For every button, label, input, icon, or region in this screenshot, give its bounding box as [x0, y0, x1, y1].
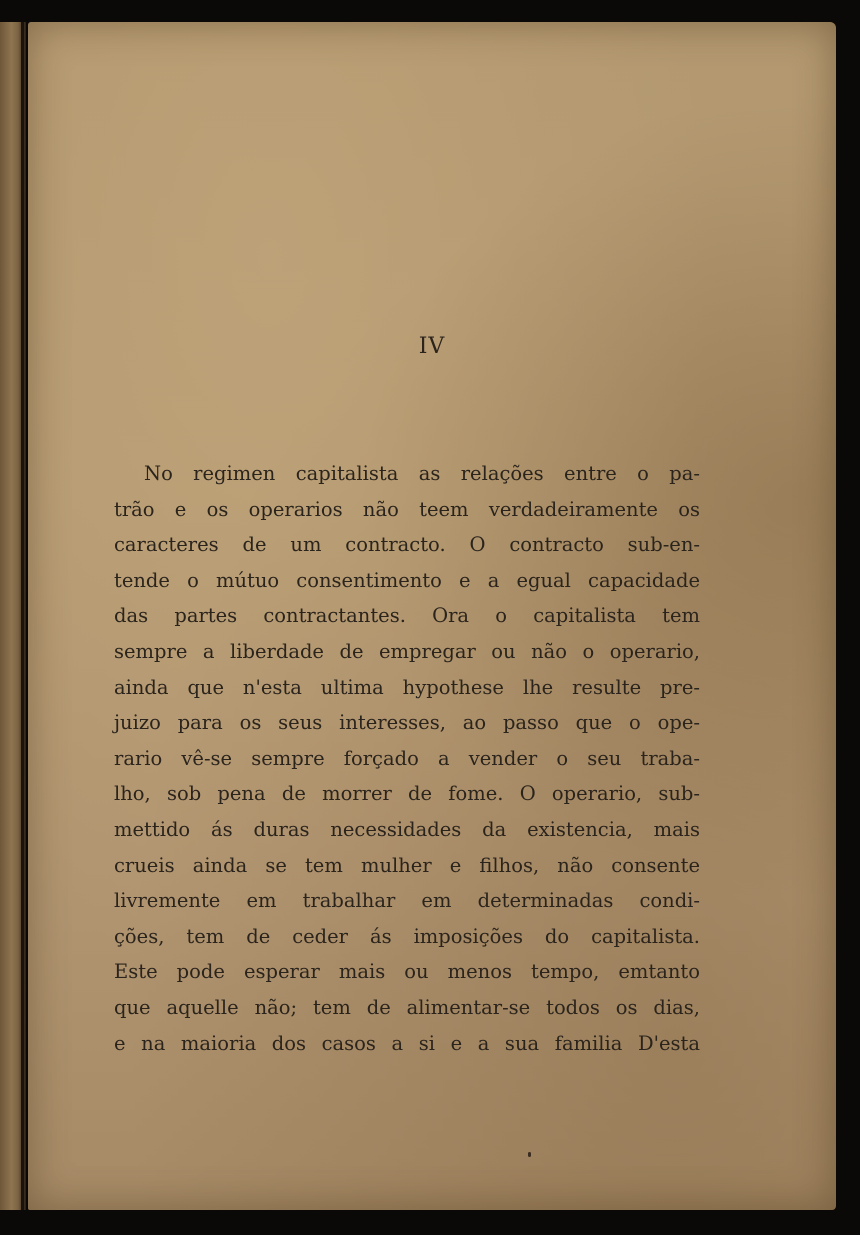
- text-line: caracteres de um contracto. O contracto sub-en-: [114, 533, 700, 557]
- paper-speck: [528, 1152, 531, 1157]
- text-line: juizo para os seus interesses, ao passo que o ope-: [114, 711, 700, 735]
- text-line: tende o mútuo consentimento e a egual capacidade: [114, 568, 700, 592]
- text-line: No regimen capitalista as relações entre o pa-: [144, 462, 700, 485]
- text-line: lho, sob pena de morrer de fome. O operario, sub-: [114, 782, 700, 806]
- text-line: mettido ás duras necessidades da existencia, mais: [114, 817, 700, 841]
- chapter-heading: IV: [418, 334, 446, 359]
- body-paragraph: [114, 456, 700, 1061]
- text-line: ainda que n'esta ultima hypothese lhe resulte pre-: [114, 675, 700, 699]
- text-line: das partes contractantes. Ora o capitalista tem: [114, 604, 700, 628]
- text-line: trão e os operarios não teem verdadeiramente os: [114, 497, 700, 521]
- text-line: que aquelle não; tem de alimentar-se todos os dias,: [114, 995, 700, 1019]
- text-line: rario vê-se sempre forçado a vender o seu traba-: [114, 746, 700, 770]
- text-line: sempre a liberdade de empregar ou não o operario,: [114, 639, 700, 663]
- text-line: e na maioria dos casos a si e a sua familia D'esta: [114, 1031, 700, 1055]
- text-line: livremente em trabalhar em determinadas condi-: [114, 889, 700, 913]
- text-line: Este pode esperar mais ou menos tempo, emtanto: [114, 960, 700, 984]
- text-line: ções, tem de ceder ás imposições do capitalista.: [114, 924, 700, 948]
- facing-page-edge: [0, 22, 26, 1210]
- text-line: crueis ainda se tem mulher e filhos, não consente: [114, 853, 700, 877]
- book-page: [28, 22, 836, 1210]
